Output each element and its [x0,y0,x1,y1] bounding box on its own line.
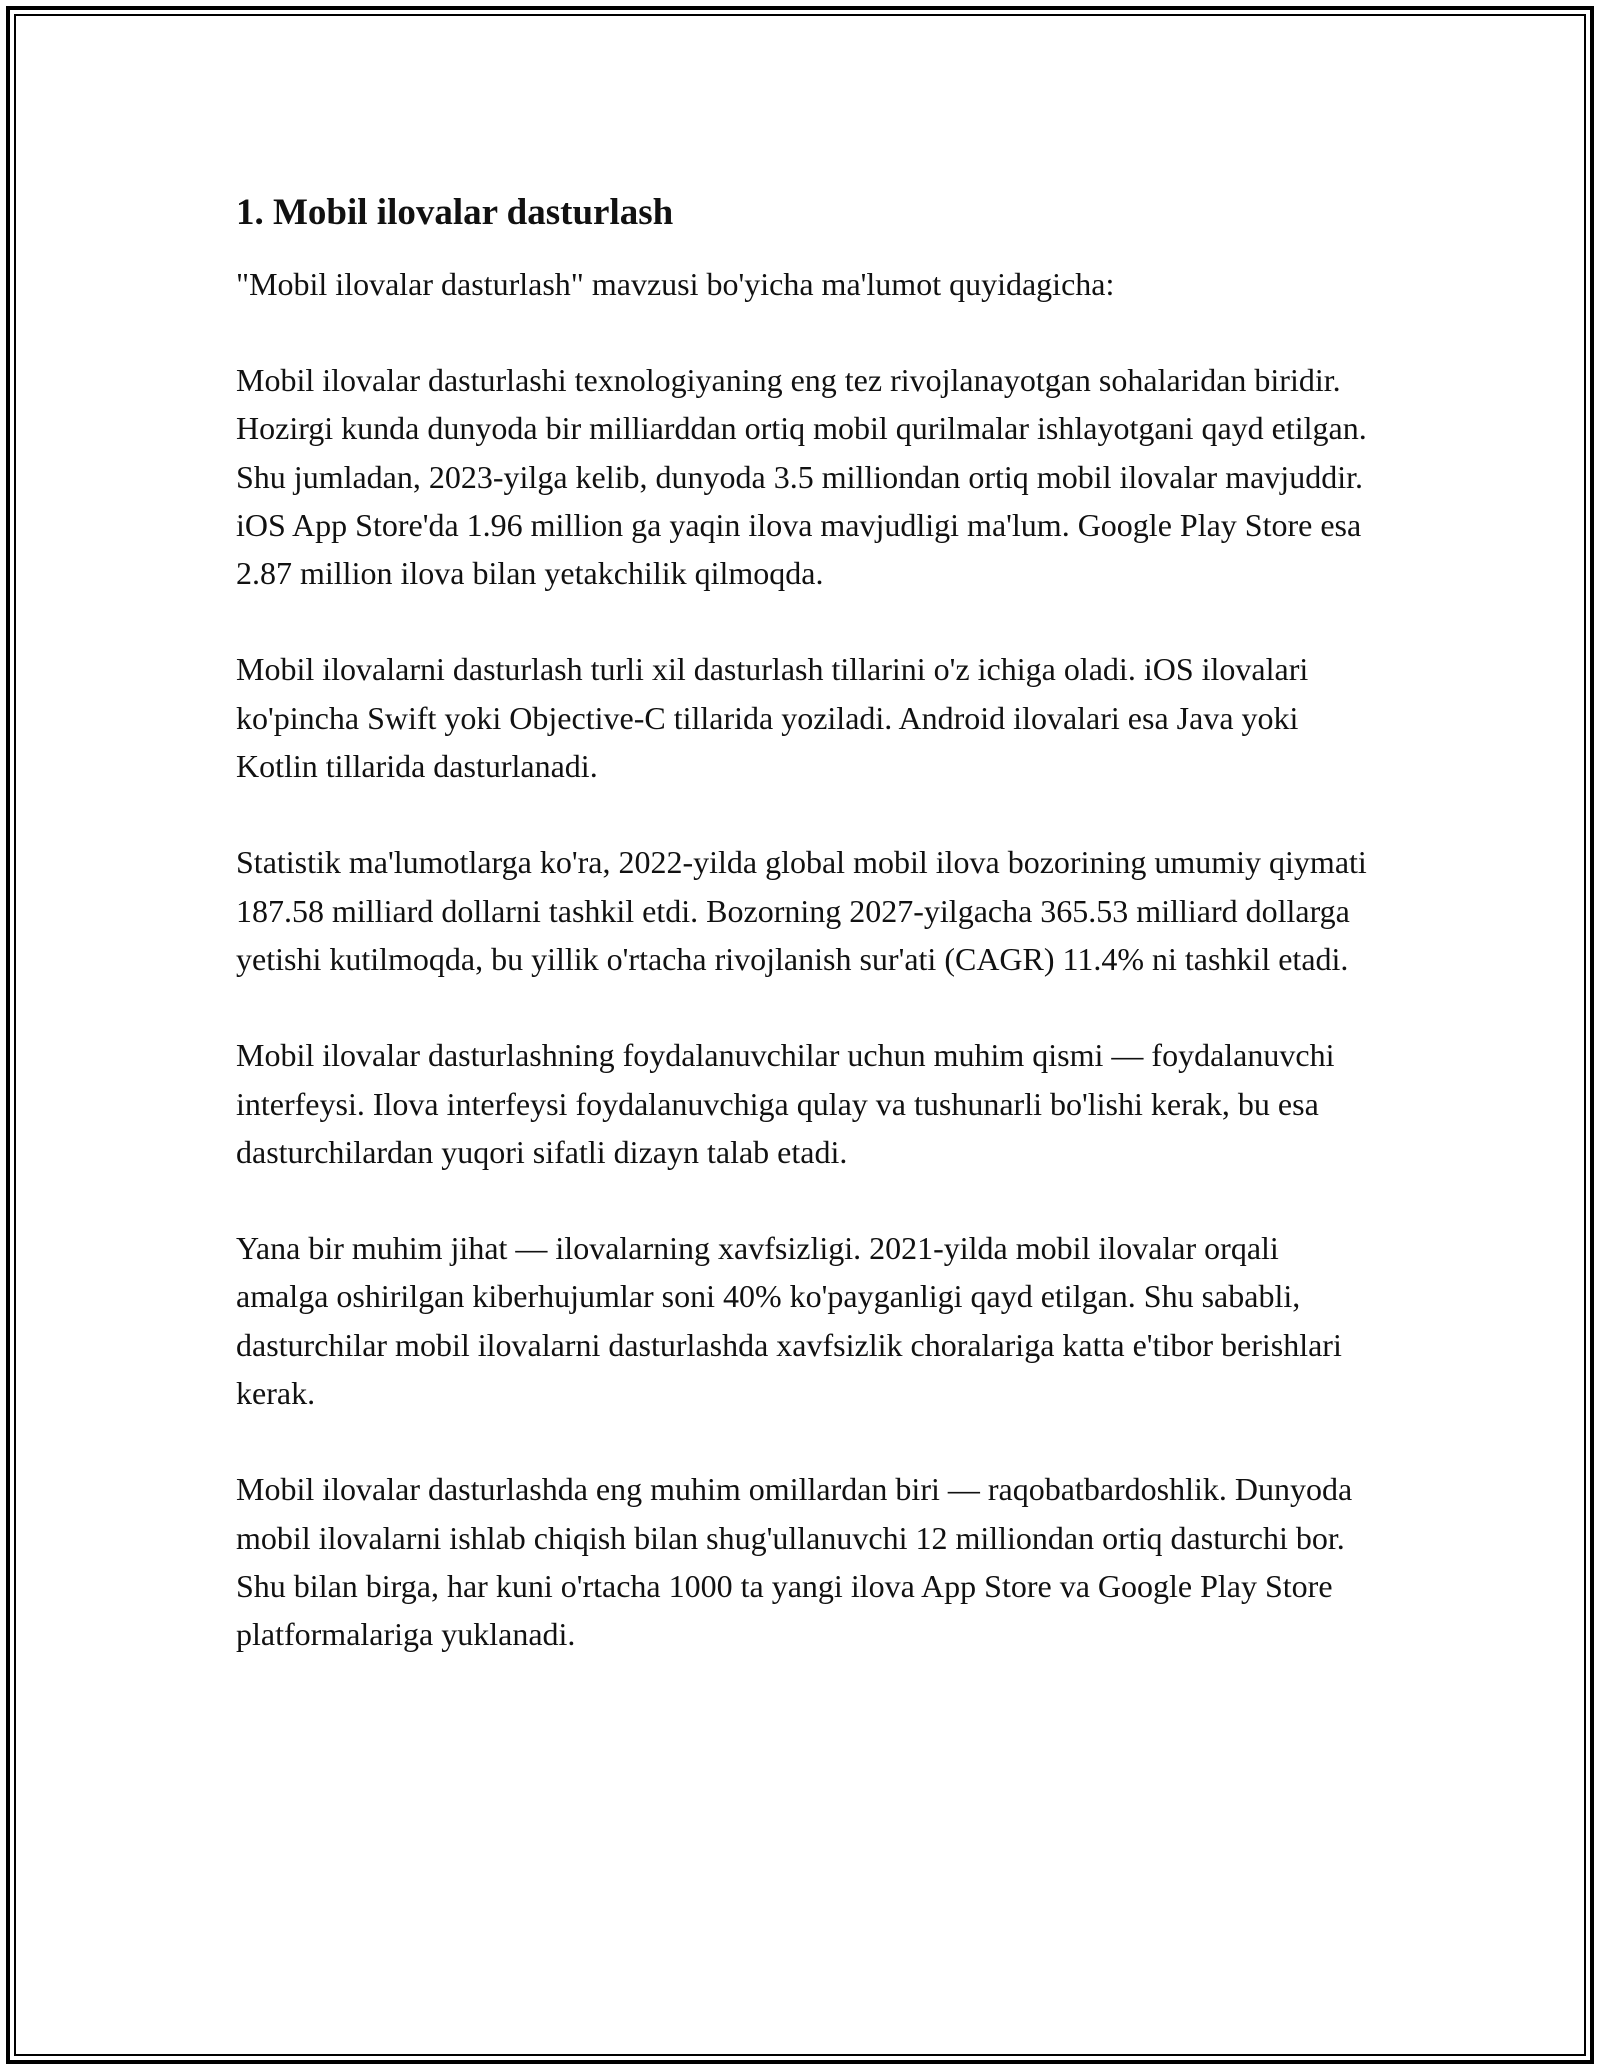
paragraph-security: Yana bir muhim jihat — ilovalarning xavfsizligi. 2021-yilda mobil ilovalar orqali amalga oshirilgan kiberhujumlar soni 40% ko'payganligi qayd etilgan. Shu sababli, dasturchilar mobil ilovalarni dasturlashda xavfsizlik choralariga katta e'tibor berishlari kerak. [236,1230,1342,1412]
paragraph-languages: Mobil ilovalarni dasturlash turli xil dasturlash tillarini o'z ichiga oladi. iOS ilovalari ko'pincha Swift yoki Objective-C tillarida yoziladi. Android ilovalari esa Java yoki Kotlin tillarida dasturlanadi. [236,651,1309,785]
document-body [236,188,1376,1659]
section-heading: 1. Mobil ilovalar dasturlash [236,192,674,233]
paragraph-overview: Mobil ilovalar dasturlashi texnologiyaning eng tez rivojlanayotgan sohalaridan biridir. Hozirgi kunda dunyoda bir milliarddan ortiq mobil qurilmalar ishlayotgani qayd etilgan. Shu jumladan, 2023-yilga kelib, dunyoda 3.5 milliondan ortiq mobil ilovalar mavjuddir. iOS App Store'da 1.96 million ga yaqin ilova mavjudligi ma'lum. Google Play Store esa 2.87 million ilova bilan yetakchilik qilmoqda. [236,362,1367,592]
paragraph-competitiveness: Mobil ilovalar dasturlashda eng muhim omillardan biri — raqobatbardoshlik. Dunyoda mobil ilovalarni ishlab chiqish bilan shug'ullanuvchi 12 milliondan ortiq dasturchi bor. Shu bilan birga, har kuni o'rtacha 1000 ta yangi ilova App Store va Google Play Store platformalariga yuklanadi. [236,1471,1353,1653]
paragraph-market-statistics: Statistik ma'lumotlarga ko'ra, 2022-yilda global mobil ilova bozorining umumiy qiymati 187.58 milliard dollarni tashkil etdi. Bozorning 2027-yilgacha 365.53 milliard dollarga yetishi kutilmoqda, bu yillik o'rtacha rivojlanish sur'ati (CAGR) 11.4% ni tashkil etadi. [236,844,1367,977]
intro-paragraph: "Mobil ilovalar dasturlash" mavzusi bo'yicha ma'lumot quyidagicha: [236,266,1115,302]
paragraph-user-interface: Mobil ilovalar dasturlashning foydalanuvchilar uchun muhim qismi — foydalanuvchi interfeysi. Ilova interfeysi foydalanuvchiga qulay va tushunarli bo'lishi kerak, bu esa dasturchilardan yuqori sifatli dizayn talab etadi. [236,1037,1335,1170]
